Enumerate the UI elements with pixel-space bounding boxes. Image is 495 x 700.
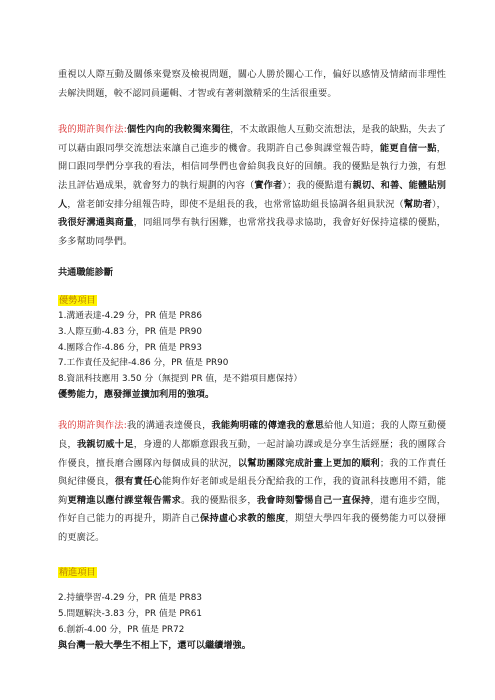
advantages-label: 優勢項目 bbox=[59, 295, 96, 307]
body-text: ，同組同學有執行困難，也常常找我尋求協助，我會好好保持這樣的優點，多多幫助同學們。 bbox=[58, 217, 446, 247]
advantages-list bbox=[58, 309, 446, 387]
body-text: ）， bbox=[431, 198, 446, 210]
intro-line-1: 重視以人際互動及關係來覺察及檢視問題，關心人勝於關心工作，偏好以感情及情緒而 bbox=[58, 69, 418, 80]
list-item: 8.資訊科技應用 3.50 分（無提到 PR 值，是不錯項目應保持） bbox=[58, 373, 303, 384]
improvements-label-line bbox=[58, 565, 446, 581]
body-text: 能夠作好老師或是組長分配給我的工作，我的資訊科技應用不錯，能夠 bbox=[58, 476, 447, 506]
section-title: 共通職能診斷 bbox=[58, 267, 114, 279]
improvements-list bbox=[58, 591, 446, 638]
improvements-label: 精進項目 bbox=[59, 567, 96, 579]
list-item: 4.團隊合作-4.86 分，PR 值是 PR93 bbox=[58, 342, 202, 353]
body-text: ，當老師安排分組報告時，即使不是組長的我，也常常協助組長協調各組員狀況（ bbox=[67, 198, 404, 210]
emph-text: 我能夠明確的傳達我的意思 bbox=[211, 420, 325, 432]
list-item: 1.溝通表達-4.29 分，PR 值是 PR86 bbox=[58, 311, 202, 322]
body-text: ，不太敢跟他人互動交流想法，是我的缺點，失去了可以藉由跟同學交流想法來讓自己進步的機會。我期許自己參與課堂報告時， bbox=[58, 124, 446, 154]
list-item: 7.工作責任及紀律-4.86 分，PR 值是 PR90 bbox=[58, 358, 229, 369]
intro-line-2: 非理性去解決問題，較不認同員邏輯、才智或有著刺激精采的生活很重要。 bbox=[58, 69, 446, 99]
body-text: ，還有進步空間，作好自己能力的再提升，期許自己 bbox=[58, 494, 446, 525]
improvements-summary: 與台灣一般大學生不相上下，還可以繼續增強。 bbox=[58, 640, 251, 652]
list-item: 6.創新-4.00 分，PR 值是 PR72 bbox=[58, 624, 185, 635]
body-text: 給他人知道；我的人際互動優良， bbox=[58, 420, 446, 450]
expectation-lead: 我的期許與作法: bbox=[58, 124, 127, 136]
body-text: ，身邊的人都願意跟我互動，一起討論功課或是分享生活經歷；我的團隊合作優良，擅長磨合團隊內每個成員的狀況， bbox=[58, 438, 446, 469]
advantages-summary: 優勢能力，應發揮並擴加利用的強項。 bbox=[58, 389, 215, 401]
emph-text: 我親切威十足 bbox=[76, 438, 134, 450]
intro-paragraph bbox=[58, 66, 446, 103]
advantages-label-line bbox=[58, 293, 446, 309]
list-item: 5.問題解決-3.83 分，PR 值是 PR61 bbox=[58, 609, 202, 620]
body-text: ）；我的優點還有 bbox=[282, 179, 353, 191]
emph-text: 幫助者 bbox=[403, 198, 432, 210]
emph-text: 保持虛心求教的態度 bbox=[200, 513, 286, 525]
expectation-lead: 我的期許與作法: bbox=[58, 420, 127, 432]
emph-text: 我會時刻警惕自己一直保持 bbox=[256, 494, 371, 506]
emph-text: 個性內向的我較獨來獨往 bbox=[126, 124, 231, 136]
expectation-paragraph-1 bbox=[58, 121, 446, 251]
body-text: ，期望大學四年我的優勢能力可以發揮的更廣泛。 bbox=[58, 513, 447, 543]
list-item: 3.人際互動-4.83 分，PR 值是 PR90 bbox=[58, 326, 202, 337]
emph-text: 我很好溝通與商量 bbox=[58, 217, 134, 229]
emph-text: 很有責任心 bbox=[114, 476, 163, 488]
emph-text: 更精進以應付課堂報告需求 bbox=[67, 494, 182, 506]
body-text: 。我的優點很多， bbox=[181, 494, 257, 506]
emph-text: 能更自信一點 bbox=[379, 142, 437, 154]
list-item: 2.持續學習-4.29 分，PR 值是 PR83 bbox=[58, 593, 202, 604]
document-page bbox=[58, 66, 446, 654]
emph-text: 親切、和善、能體貼別人 bbox=[58, 179, 446, 210]
expectation-paragraph-2 bbox=[58, 417, 446, 547]
body-text: ；我的工作責任與紀律優良， bbox=[58, 457, 446, 488]
body-text: ，開口跟同學們分享我的看法，相信同學們也會給與我良好的回饋。我的優點是執行力強，有想法且評估過成果，就會努力的執行規劃的內容（ bbox=[58, 142, 446, 191]
emph-text: 以幫助團隊完成計畫上更加的順利 bbox=[237, 457, 380, 469]
body-text: 我的溝通表達優良， bbox=[126, 420, 212, 432]
emph-text: 實作者 bbox=[254, 179, 283, 191]
